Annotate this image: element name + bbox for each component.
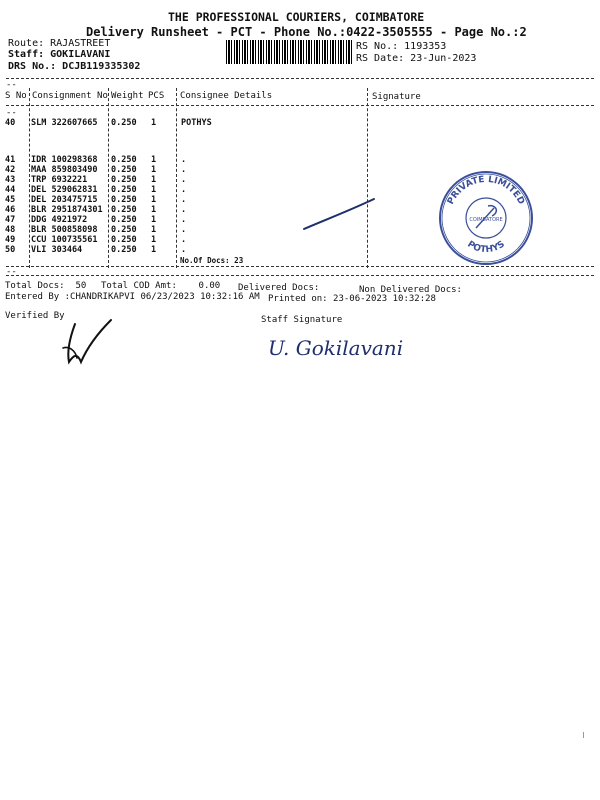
- non-delivered-docs: Non Delivered Docs:: [359, 285, 462, 295]
- table-bottom-rule: [6, 266, 594, 267]
- row-pcs: 1: [151, 165, 157, 175]
- row-weight: 0.250: [111, 118, 137, 128]
- row-consignment: VLI 303464: [31, 245, 83, 255]
- row-pcs: 1: [151, 155, 157, 165]
- row-sno: 42: [5, 165, 16, 175]
- signature-slash: [300, 195, 380, 235]
- row-sno: 40: [5, 118, 16, 128]
- company-title: THE PROFESSIONAL COURIERS, COIMBATORE: [168, 10, 425, 24]
- footer-top-rule: [6, 275, 594, 276]
- row-consignment: SLM 322607665: [31, 118, 98, 128]
- runsheet-title: Delivery Runsheet - PCT - Phone No.:0422-3505555 - Page No.:2: [86, 25, 527, 39]
- svg-text:PRIVATE LIMITED: PRIVATE LIMITED: [446, 174, 526, 207]
- barcode: [226, 40, 352, 64]
- row-pcs: 1: [151, 215, 157, 225]
- svg-text:COIMBATORE: COIMBATORE: [469, 217, 503, 223]
- total-docs: Total Docs: 50: [5, 281, 87, 291]
- row-sno: 45: [5, 195, 16, 205]
- row-sno: 50: [5, 245, 16, 255]
- row-pcs: 1: [151, 185, 157, 195]
- row-consignment: CCU 100735561: [31, 235, 98, 245]
- row-consignment: DEL 203475715: [31, 195, 98, 205]
- staff-signature: U. Gokilavani: [268, 336, 404, 360]
- row-pcs: 1: [151, 235, 157, 245]
- col-header-signature: Signature: [372, 92, 421, 102]
- row-consignee: .: [181, 245, 187, 255]
- row-consignment: MAA 859803490: [31, 165, 98, 175]
- row-weight: 0.250: [111, 175, 137, 185]
- row-consignment: BLR 2951874301: [31, 205, 103, 215]
- row-sno: 47: [5, 215, 16, 225]
- svg-text:POTHYS: POTHYS: [465, 239, 507, 256]
- row-consignee: .: [181, 195, 187, 205]
- row-consignee: POTHYS: [181, 118, 212, 128]
- row-weight: 0.250: [111, 195, 137, 205]
- row-sno: 43: [5, 175, 16, 185]
- col-header-sno: S No: [5, 91, 27, 101]
- row-weight: 0.250: [111, 235, 137, 245]
- row-sno: 41: [5, 155, 16, 165]
- row-sno: 46: [5, 205, 16, 215]
- row-weight: 0.250: [111, 205, 137, 215]
- table-rule-mark: --: [6, 80, 17, 90]
- row-pcs: 1: [151, 205, 157, 215]
- row-consignee: .: [181, 165, 187, 175]
- doc-count: No.Of Docs: 23: [180, 256, 244, 265]
- table-row: [0, 155, 600, 165]
- company-stamp: [436, 168, 536, 268]
- row-weight: 0.250: [111, 165, 137, 175]
- staff-signature-label: Staff Signature: [261, 315, 343, 325]
- row-consignment: TRP 6932221: [31, 175, 88, 185]
- row-consignment: DEL 529062831: [31, 185, 98, 195]
- col-header-weight: Weight: [111, 91, 144, 101]
- total-cod-amount: Total COD Amt: 0.00: [101, 281, 221, 291]
- row-sno: 44: [5, 185, 16, 195]
- row-pcs: 1: [151, 195, 157, 205]
- row-weight: 0.250: [111, 225, 137, 235]
- col-header-pcs: PCS: [148, 91, 165, 101]
- row-weight: 0.250: [111, 185, 137, 195]
- rs-number: RS No.: 1193353: [356, 41, 447, 52]
- row-consignment: BLR 500858098: [31, 225, 98, 235]
- entered-by: Entered By :CHANDRIKAPVI 06/23/2023 10:32:16 AM: [5, 292, 260, 302]
- verifier-signature: [55, 318, 115, 368]
- row-pcs: 1: [151, 225, 157, 235]
- row-weight: 0.250: [111, 215, 137, 225]
- table-rule-mark: --: [6, 267, 17, 277]
- row-consignee: .: [181, 225, 187, 235]
- printed-on: Printed on: 23-06-2023 10:32:28: [268, 294, 436, 304]
- row-consignee: .: [181, 235, 187, 245]
- row-consignee: .: [181, 175, 187, 185]
- row-weight: 0.250: [111, 155, 137, 165]
- delivered-docs: Delivered Docs:: [238, 283, 320, 293]
- header-bottom-rule: [6, 105, 594, 106]
- table-row: [0, 118, 600, 128]
- drs-number: DRS No.: DCJB119335302: [8, 61, 141, 72]
- row-consignee: .: [181, 185, 187, 195]
- table-rule-mark: --: [6, 108, 17, 118]
- row-sno: 48: [5, 225, 16, 235]
- table-top-rule: [6, 78, 594, 79]
- col-header-consignee: Consignee Details: [180, 91, 273, 101]
- col-header-consignment: Consignment No: [32, 91, 108, 101]
- verified-by-label: Verified By: [5, 311, 65, 321]
- staff-label: Staff: GOKILAVANI: [8, 49, 111, 60]
- row-consignment: IDR 100298368: [31, 155, 98, 165]
- row-pcs: 1: [151, 118, 157, 128]
- rs-date: RS Date: 23-Jun-2023: [356, 53, 477, 64]
- row-pcs: 1: [151, 175, 157, 185]
- scan-speck: [583, 732, 584, 738]
- row-pcs: 1: [151, 245, 157, 255]
- route-label: Route: RAJASTREET: [8, 38, 111, 49]
- row-consignee: .: [181, 205, 187, 215]
- row-weight: 0.250: [111, 245, 137, 255]
- row-consignment: DDG 4921972: [31, 215, 88, 225]
- row-sno: 49: [5, 235, 16, 245]
- row-consignee: .: [181, 215, 187, 225]
- row-consignee: .: [181, 155, 187, 165]
